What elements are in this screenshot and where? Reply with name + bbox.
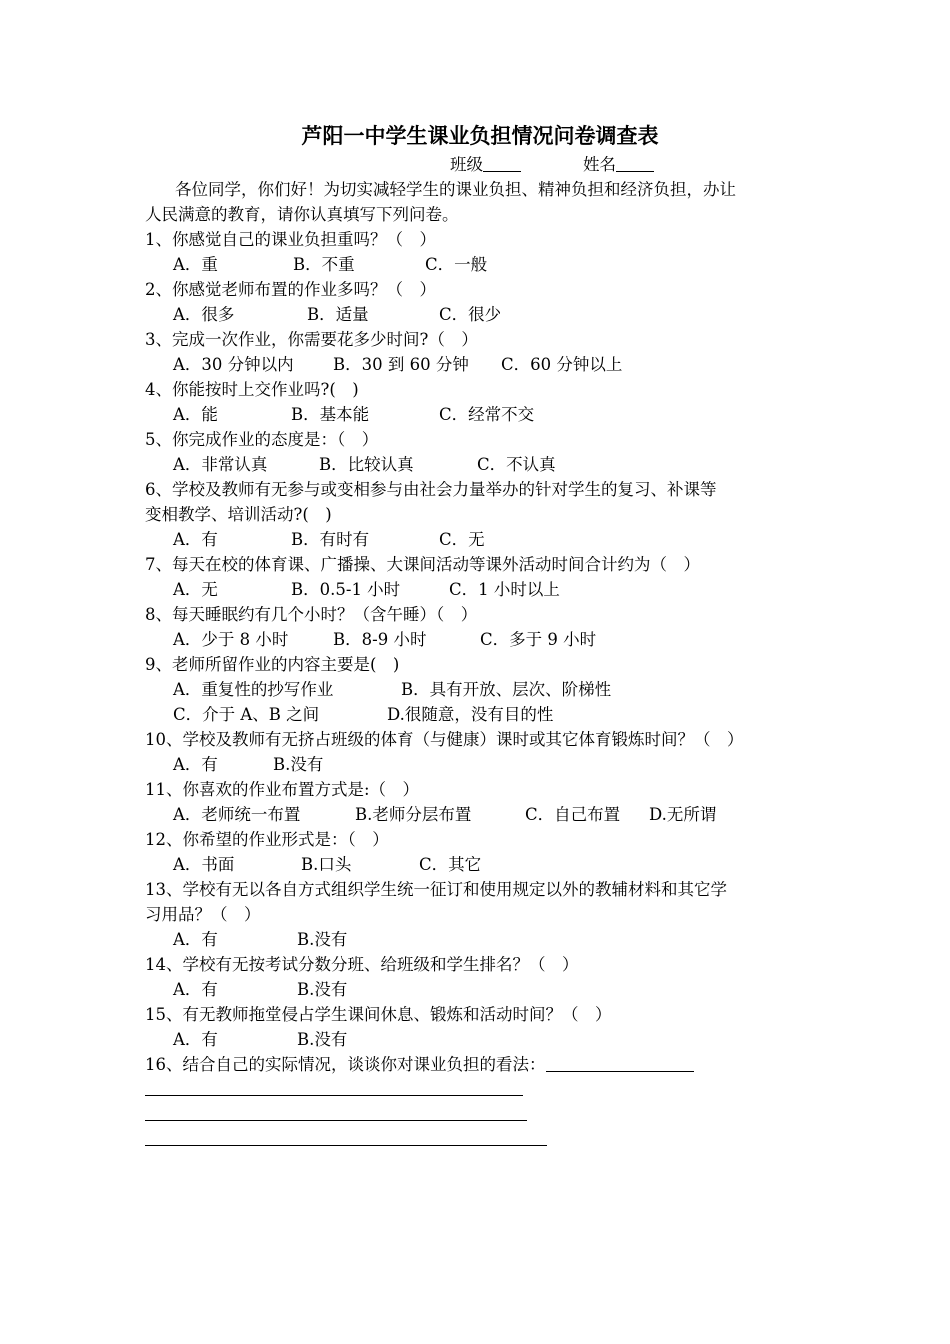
question-16 (145, 1052, 815, 1077)
options-q10 (145, 752, 815, 777)
option-a[interactable]: A．有 (173, 930, 218, 949)
class-field[interactable] (483, 153, 521, 172)
option-b[interactable]: B．8-9 小时 (333, 630, 427, 649)
options-q4 (145, 402, 815, 427)
option-a[interactable]: A．有 (173, 980, 218, 999)
question-1: 1、你感觉自己的课业负担重吗？（ ） (145, 230, 436, 249)
options-q11 (145, 802, 815, 827)
option-a[interactable]: A．重复性的抄写作业 (173, 680, 334, 699)
option-a[interactable]: A．重 (173, 255, 218, 274)
options-q15 (145, 1027, 815, 1052)
option-c[interactable]: C．自己布置 (525, 805, 621, 824)
options-q1 (145, 252, 815, 277)
question-8: 8、每天睡眠约有几个小时？（含午睡）（ ） (145, 605, 478, 624)
option-b[interactable]: B．适量 (307, 305, 369, 324)
options-q9-row1 (145, 677, 815, 702)
intro-line-1: 各位同学，你们好！为切实减轻学生的课业负担、精神负担和经济负担，办让 (175, 180, 736, 199)
options-q7 (145, 577, 815, 602)
options-q9-row2 (145, 702, 815, 727)
option-b[interactable]: B.口头 (301, 855, 352, 874)
option-b[interactable]: B．30 到 60 分钟 (333, 355, 469, 374)
option-a[interactable]: A．有 (173, 755, 218, 774)
option-d[interactable]: D.很随意，没有目的性 (387, 705, 554, 724)
name-label: 姓名 (583, 155, 616, 174)
options-q3 (145, 352, 815, 377)
option-c[interactable]: C．一般 (425, 255, 488, 274)
question-13: 13、学校有无以各自方式组织学生统一征订和使用规定以外的教辅材料和其它学 (145, 880, 727, 899)
question-7: 7、每天在校的体育课、广播操、大课间活动等课外活动时间合计约为（ ） (145, 555, 700, 574)
options-q14 (145, 977, 815, 1002)
document-title: 芦阳一中学生课业负担情况问卷调查表 (301, 123, 659, 148)
question-15: 15、有无教师拖堂侵占学生课间休息、锻炼和活动时间？（ ） (145, 1005, 612, 1024)
option-c[interactable]: C．介于 A、B 之间 (173, 705, 320, 724)
option-a[interactable]: A．很多 (173, 305, 235, 324)
option-a[interactable]: A．少于 8 小时 (173, 630, 289, 649)
questionnaire-document (145, 120, 815, 1152)
option-c[interactable]: C．很少 (439, 305, 502, 324)
question-16-text: 16、结合自己的实际情况，谈谈你对课业负担的看法： (145, 1055, 546, 1074)
answer-line-3[interactable] (145, 1127, 815, 1152)
options-q13 (145, 927, 815, 952)
question-2: 2、你感觉老师布置的作业多吗？（ ） (145, 280, 436, 299)
question-10: 10、学校及教师有无挤占班级的体育（与健康）课时或其它体育锻炼时间？（ ） (145, 730, 744, 749)
option-b[interactable]: B．比较认真 (319, 455, 414, 474)
question-13-continued: 习用品？（ ） (145, 905, 261, 924)
answer-line-1[interactable] (145, 1077, 815, 1102)
answer-line-2[interactable] (145, 1102, 815, 1127)
option-a[interactable]: A．能 (173, 405, 218, 424)
option-c[interactable]: C．无 (439, 530, 485, 549)
option-a[interactable]: A．书面 (173, 855, 235, 874)
option-a[interactable]: A．有 (173, 530, 218, 549)
options-q6 (145, 527, 815, 552)
question-6: 6、学校及教师有无参与或变相参与由社会力量举办的针对学生的复习、补课等 (145, 480, 717, 499)
option-b[interactable]: B.没有 (273, 755, 324, 774)
option-a[interactable]: A．老师统一布置 (173, 805, 301, 824)
class-label: 班级 (450, 155, 483, 174)
option-b[interactable]: B．有时有 (291, 530, 370, 549)
option-b[interactable]: B．具有开放、层次、阶梯性 (401, 680, 612, 699)
question-14: 14、学校有无按考试分数分班、给班级和学生排名？（ ） (145, 955, 579, 974)
intro-line-2: 人民满意的教育，请你认真填写下列问卷。 (145, 205, 459, 224)
option-c[interactable]: C．其它 (419, 855, 482, 874)
option-a[interactable]: A．有 (173, 1030, 218, 1049)
question-9: 9、老师所留作业的内容主要是( ) (145, 655, 400, 674)
question-4: 4、你能按时上交作业吗?( ) (145, 380, 359, 399)
answer-blank-inline[interactable] (546, 1053, 694, 1072)
option-b[interactable]: B．不重 (293, 255, 355, 274)
option-c[interactable]: C．60 分钟以上 (501, 355, 623, 374)
option-d[interactable]: D.无所谓 (649, 805, 717, 824)
option-b[interactable]: B.没有 (297, 980, 348, 999)
option-a[interactable]: A．无 (173, 580, 218, 599)
options-q5 (145, 452, 815, 477)
option-b[interactable]: B.老师分层布置 (355, 805, 472, 824)
option-a[interactable]: A．30 分钟以内 (173, 355, 294, 374)
question-5: 5、你完成作业的态度是：（ ） (145, 430, 379, 449)
question-11: 11、你喜欢的作业布置方式是:（ ） (145, 780, 420, 799)
option-c[interactable]: C．不认真 (477, 455, 556, 474)
option-a[interactable]: A．非常认真 (173, 455, 268, 474)
option-b[interactable]: B.没有 (297, 1030, 348, 1049)
options-q8 (145, 627, 815, 652)
option-c[interactable]: C．经常不交 (439, 405, 535, 424)
question-12: 12、你希望的作业形式是：（ ） (145, 830, 389, 849)
options-q2 (145, 302, 815, 327)
option-b[interactable]: B.没有 (297, 930, 348, 949)
question-3: 3、完成一次作业，你需要花多少时间?（ ） (145, 330, 478, 349)
option-c[interactable]: C．1 小时以上 (449, 580, 560, 599)
student-info-row (145, 152, 815, 177)
option-b[interactable]: B．0.5-1 小时 (291, 580, 401, 599)
option-b[interactable]: B．基本能 (291, 405, 370, 424)
option-c[interactable]: C．多于 9 小时 (480, 630, 597, 649)
question-6-continued: 变相教学、培训活动?( ) (145, 505, 332, 524)
name-field[interactable] (616, 153, 654, 172)
options-q12 (145, 852, 815, 877)
